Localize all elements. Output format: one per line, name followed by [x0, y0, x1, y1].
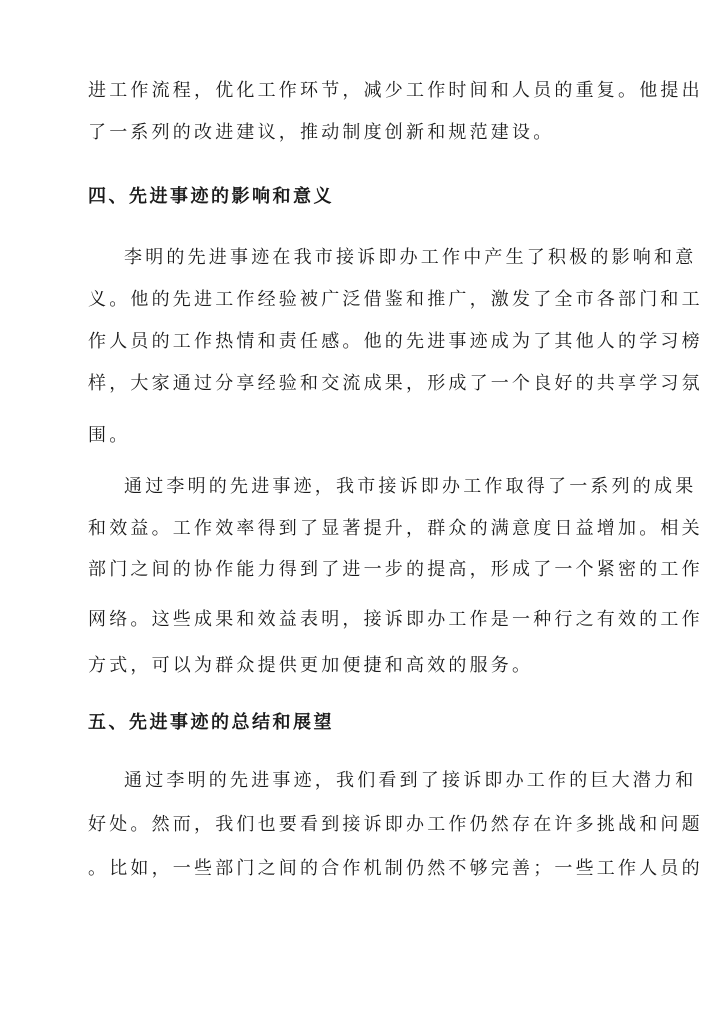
section-4-heading: 四、先进事迹的影响和意义: [88, 186, 334, 207]
section-5-heading: 五、先进事迹的总结和展望: [88, 712, 334, 733]
text-line: 通过李明的先进事迹，我们看到了接诉即办工作的巨大潜力和: [124, 770, 697, 791]
text-line: 义。他的先进工作经验被广泛借鉴和推广，激发了全市各部门和工: [88, 289, 703, 310]
text-line: 通过李明的先进事迹，我市接诉即办工作取得了一系列的成果: [124, 476, 697, 497]
text-line: 。比如，一些部门之间的合作机制仍然不够完善；一些工作人员的: [88, 858, 703, 879]
text-line: 部门之间的协作能力得到了进一步的提高，形成了一个紧密的工作: [88, 559, 703, 580]
text-line: 了一系列的改进建议，推动制度创新和规范建设。: [88, 122, 555, 143]
text-line: 作人员的工作热情和责任感。他的先进事迹成为了其他人的学习榜: [88, 331, 703, 352]
text-line: 方式，可以为群众提供更加便捷和高效的服务。: [88, 655, 534, 676]
text-line: 样，大家通过分享经验和交流成果，形成了一个良好的共享学习氛: [88, 373, 703, 394]
text-line: 围。: [88, 425, 131, 446]
text-line: 进工作流程，优化工作环节，减少工作时间和人员的重复。他提出: [88, 80, 703, 101]
text-line: 网络。这些成果和效益表明，接诉即办工作是一种行之有效的工作: [88, 609, 703, 630]
text-line: 和效益。工作效率得到了显著提升，群众的满意度日益增加。相关: [88, 518, 703, 539]
text-line: 好处。然而，我们也要看到接诉即办工作仍然存在许多挑战和问题: [88, 814, 703, 835]
text-line: 李明的先进事迹在我市接诉即办工作中产生了积极的影响和意: [124, 247, 697, 268]
